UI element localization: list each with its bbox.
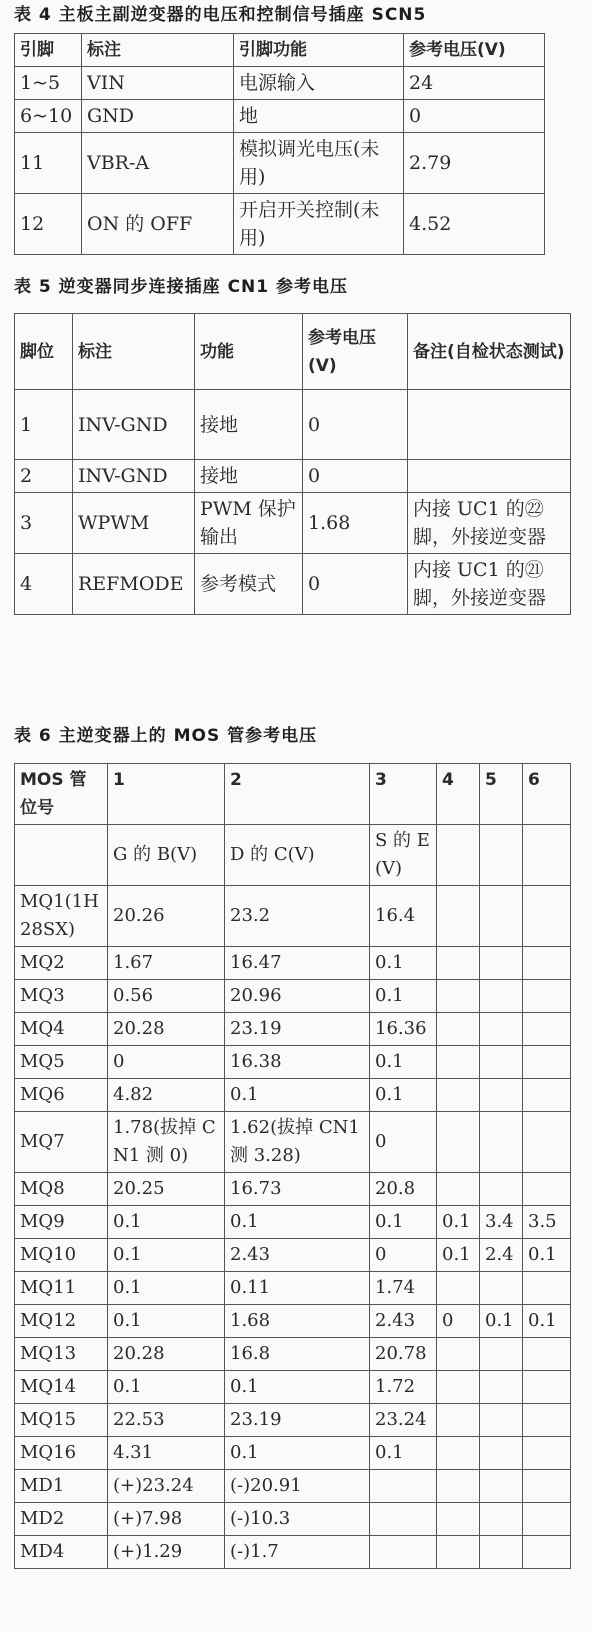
table6 [14,763,571,1569]
table-cell: MQ5 [15,1046,108,1079]
table-row [15,886,571,947]
table-cell [480,886,523,947]
table-cell: 16.36 [370,1013,437,1046]
table-row [15,554,571,615]
table-cell [480,1112,523,1173]
table-cell: 内接 UC1 的㉒脚，外接逆变器 [408,493,571,554]
table-cell: 接地 [195,390,303,460]
table-cell [523,886,571,947]
table-cell [523,1404,571,1437]
table-cell: MQ13 [15,1338,108,1371]
table4-header-cell: 标注 [82,34,234,67]
table4-header-row [15,34,545,67]
table-cell: GND [82,100,234,133]
table-cell [370,1536,437,1569]
table-cell: MQ16 [15,1437,108,1470]
table-cell: MQ3 [15,980,108,1013]
table-cell: 12 [15,194,82,255]
table-row [15,1437,571,1470]
table-cell: 接地 [195,460,303,493]
table-cell: 23.19 [225,1404,370,1437]
table-cell: 20.78 [370,1338,437,1371]
table-cell [523,1046,571,1079]
table6-header-cell: MOS 管位号 [15,764,108,825]
table-row [15,1173,571,1206]
table-row [15,1046,571,1079]
table-cell [437,1437,480,1470]
table4-header-cell: 引脚 [15,34,82,67]
table5-header-cell: 参考电压(V) [303,314,408,390]
table-cell [437,1112,480,1173]
table-cell: MQ15 [15,1404,108,1437]
table-row [15,1112,571,1173]
table-cell: 16.4 [370,886,437,947]
table-cell [523,1503,571,1536]
table6-subheader-cell [523,825,571,886]
table-cell: MD4 [15,1536,108,1569]
table-row [15,493,571,554]
table-cell: 0.1 [370,1079,437,1112]
table-cell [480,1404,523,1437]
table-cell: 0 [303,390,408,460]
table-cell: 2.43 [225,1239,370,1272]
table-row [15,1013,571,1046]
table-cell: 1.78(拔掉 CN1 测 0) [108,1112,225,1173]
table-cell: 0.1 [437,1239,480,1272]
table-cell: 1.72 [370,1371,437,1404]
table-cell: MQ4 [15,1013,108,1046]
table5-caption: 表 5 逆变器同步连接插座 CN1 参考电压 [14,277,349,297]
table-row [15,133,545,194]
table-cell [480,1536,523,1569]
table-cell: 20.28 [108,1338,225,1371]
table6-subheader-cell: D 的 C(V) [225,825,370,886]
table-cell: 0.11 [225,1272,370,1305]
table-cell: MQ2 [15,947,108,980]
table-cell [480,1338,523,1371]
table-cell: INV-GND [73,460,195,493]
table-cell [437,1173,480,1206]
table-cell: 20.28 [108,1013,225,1046]
table-cell: 0.1 [225,1437,370,1470]
table-cell: VIN [82,67,234,100]
table-cell: 0 [437,1305,480,1338]
table-row [15,67,545,100]
table-cell [480,1046,523,1079]
table-cell: 1.62(拔掉 CN1 测 3.28) [225,1112,370,1173]
table6-header-row [15,764,571,825]
table-cell: 1.67 [108,947,225,980]
table-cell [480,1079,523,1112]
table-cell [523,1371,571,1404]
table-row [15,194,545,255]
table-cell [437,1503,480,1536]
table-row [15,980,571,1013]
table-cell: 2.4 [480,1239,523,1272]
table-row [15,1079,571,1112]
table6-header-cell: 2 [225,764,370,825]
table-cell: 24 [404,67,545,100]
table-cell: 0.1 [108,1239,225,1272]
table-cell [437,1013,480,1046]
table-cell: 内接 UC1 的㉑脚，外接逆变器 [408,554,571,615]
table-cell: 4.52 [404,194,545,255]
table-row [15,1371,571,1404]
table-cell: 0.1 [108,1371,225,1404]
table-cell: MQ9 [15,1206,108,1239]
table-cell: 0.56 [108,980,225,1013]
table5-header-cell: 功能 [195,314,303,390]
table-cell [437,1371,480,1404]
table-cell [480,1013,523,1046]
table-cell: 0.1 [225,1206,370,1239]
table-cell: 20.25 [108,1173,225,1206]
table-cell [523,1272,571,1305]
table-cell: 1~5 [15,67,82,100]
table-cell: 23.24 [370,1404,437,1437]
table-cell: 0.1 [108,1272,225,1305]
table-row [15,100,545,133]
table5-header-cell: 标注 [73,314,195,390]
table6-subheader-row [15,825,571,886]
table6-subheader-cell [15,825,108,886]
table-cell [523,1470,571,1503]
table-cell: 0.1 [480,1305,523,1338]
table-cell [480,1173,523,1206]
table-cell [523,947,571,980]
table-cell: INV-GND [73,390,195,460]
table-cell: MD2 [15,1503,108,1536]
table-cell: 3 [15,493,73,554]
table6-header-cell: 5 [480,764,523,825]
table5 [14,313,571,615]
table4-caption: 表 4 主板主副逆变器的电压和控制信号插座 SCN5 [14,5,427,25]
table-cell: 2 [15,460,73,493]
table-row [15,947,571,980]
table-cell [523,1173,571,1206]
table-cell: 16.8 [225,1338,370,1371]
table-cell: 参考模式 [195,554,303,615]
table6-header-cell: 4 [437,764,480,825]
table-cell: 0 [370,1112,437,1173]
table-cell: MQ6 [15,1079,108,1112]
table5-header-cell: 脚位 [15,314,73,390]
table-row [15,460,571,493]
table-cell: (-)1.7 [225,1536,370,1569]
table-cell: 开启开关控制(未用) [234,194,404,255]
table-cell [480,1371,523,1404]
table-cell: MD1 [15,1470,108,1503]
table4 [14,33,545,255]
table-cell: 0 [404,100,545,133]
table-cell: PWM 保护输出 [195,493,303,554]
table-cell: 0.1 [108,1206,225,1239]
table-cell: 4.82 [108,1079,225,1112]
table-cell: MQ12 [15,1305,108,1338]
table-cell: WPWM [73,493,195,554]
table-cell: MQ11 [15,1272,108,1305]
table-cell: 0 [303,554,408,615]
table5-header-cell: 备注(自检状态测试) [408,314,571,390]
table-cell [480,1503,523,1536]
table-cell: (+)1.29 [108,1536,225,1569]
table-cell [437,886,480,947]
table-cell: 0.1 [370,947,437,980]
table-cell: 0.1 [370,1046,437,1079]
table-cell: 20.96 [225,980,370,1013]
table-cell: 20.8 [370,1173,437,1206]
table-cell [523,1437,571,1470]
table-cell: 16.73 [225,1173,370,1206]
table-cell: MQ14 [15,1371,108,1404]
table-cell [437,1272,480,1305]
table6-subheader-cell [480,825,523,886]
table-cell: REFMODE [73,554,195,615]
table-cell: MQ1(1H28SX) [15,886,108,947]
table-cell [480,1470,523,1503]
table-row [15,1536,571,1569]
table-cell: 0.1 [437,1206,480,1239]
table6-subheader-cell: S 的 E(V) [370,825,437,886]
table-cell: 0 [303,460,408,493]
table-cell: 4.31 [108,1437,225,1470]
table4-header-cell: 引脚功能 [234,34,404,67]
table-cell [437,947,480,980]
table-cell [408,390,571,460]
table-cell: 3.4 [480,1206,523,1239]
table-cell: (-)20.91 [225,1470,370,1503]
table-cell [370,1470,437,1503]
table-cell: 1.74 [370,1272,437,1305]
table-cell: 23.2 [225,886,370,947]
table-cell [408,460,571,493]
table-cell: 0.1 [225,1371,370,1404]
table-cell [480,947,523,980]
table-row [15,1239,571,1272]
table-cell: 电源输入 [234,67,404,100]
table-cell [437,1079,480,1112]
table-cell: (+)23.24 [108,1470,225,1503]
table6-header-cell: 1 [108,764,225,825]
table-cell: 0.1 [370,1437,437,1470]
table-cell [523,1536,571,1569]
table-cell: MQ10 [15,1239,108,1272]
table-cell: 3.5 [523,1206,571,1239]
table-cell: 1.68 [225,1305,370,1338]
table-cell: 0.1 [108,1305,225,1338]
table-cell [523,1079,571,1112]
table-cell: 16.38 [225,1046,370,1079]
table-cell: 地 [234,100,404,133]
table-cell: 4 [15,554,73,615]
table-cell: 0.1 [370,980,437,1013]
table6-caption: 表 6 主逆变器上的 MOS 管参考电压 [14,726,318,746]
table-cell [480,980,523,1013]
table-cell: MQ7 [15,1112,108,1173]
table-cell [437,1536,480,1569]
table-cell: 模拟调光电压(未用) [234,133,404,194]
table5-header-row [15,314,571,390]
table-row [15,1272,571,1305]
table-row [15,1338,571,1371]
table-cell [480,1437,523,1470]
table-cell: (+)7.98 [108,1503,225,1536]
table-cell: 1.68 [303,493,408,554]
table-cell: 2.79 [404,133,545,194]
table-cell: VBR-A [82,133,234,194]
table-row [15,1503,571,1536]
table-cell [523,1013,571,1046]
table-cell: 0.1 [225,1079,370,1112]
table-cell [437,1338,480,1371]
table-cell: 23.19 [225,1013,370,1046]
table-cell [523,1112,571,1173]
table-cell [437,1404,480,1437]
table-cell: ON 的 OFF [82,194,234,255]
table-cell: 0 [370,1239,437,1272]
table-cell: 2.43 [370,1305,437,1338]
table-row [15,1470,571,1503]
table6-subheader-cell: G 的 B(V) [108,825,225,886]
table6-header-cell: 6 [523,764,571,825]
table-cell [370,1503,437,1536]
table4-header-cell: 参考电压(V) [404,34,545,67]
table-cell: 11 [15,133,82,194]
table-cell: 0.1 [523,1239,571,1272]
table-cell [523,980,571,1013]
table-row [15,1404,571,1437]
table-cell: 16.47 [225,947,370,980]
table-cell: 20.26 [108,886,225,947]
table-cell [437,980,480,1013]
table-cell [480,1272,523,1305]
table-cell [523,1338,571,1371]
table-cell: 6~10 [15,100,82,133]
table-row [15,1305,571,1338]
table6-header-cell: 3 [370,764,437,825]
table-cell: 22.53 [108,1404,225,1437]
table-cell: 0 [108,1046,225,1079]
table-row [15,1206,571,1239]
table-cell: MQ8 [15,1173,108,1206]
table-cell [437,1470,480,1503]
table-cell: 0.1 [370,1206,437,1239]
table-cell [437,1046,480,1079]
table6-subheader-cell [437,825,480,886]
table-cell: 1 [15,390,73,460]
table-row [15,390,571,460]
table-cell: 0.1 [523,1305,571,1338]
table-cell: (-)10.3 [225,1503,370,1536]
